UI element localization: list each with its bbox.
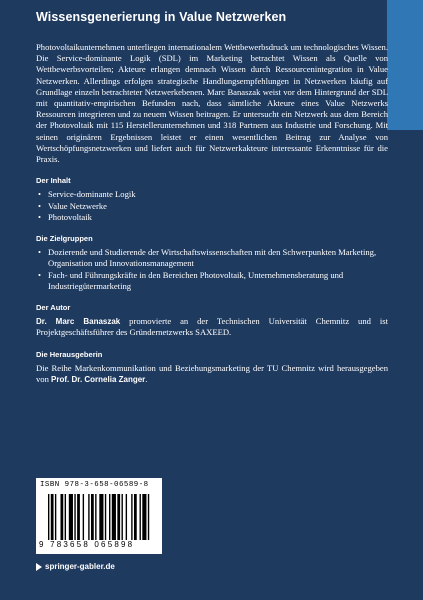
list-item: • Service-dominante Logik (36, 189, 388, 200)
list-item: • Fach- und Führungskräfte in den Bereichen Photovoltaik, Unternehmensberatung und Industriegütermarketing (36, 270, 388, 292)
autor-text: promovierte an der Technischen Universität Chemnitz und ist Projektgeschäftsführer des Gründernetzwerks SAXEED. (36, 316, 388, 338)
zielgruppen-list (36, 247, 388, 292)
herausgeberin-name: Prof. Dr. Cornelia Zanger (51, 375, 146, 385)
accent-bar (387, 0, 423, 130)
intro-paragraph: Photovoltaikunternehmen unterliegen internationalem Wettbewerbsdruck um technologisches Wissen. Die Service-dominante Logik (SDL) im Marketing betrachtet Wissen als Quelle von Wettbewerbsvorteilen; Akteure erlangen demnach Wissen durch Ressourcenintegration in Value Netzwerken. Allerdings erfolgen strategische Handlungsempfehlungen in Netzwerken häufig auf Grundlage einzeln betrachteter Netzwerkebenen. Marc Banaszak weist vor dem Hintergrund der SDL mit quantitativ-empirischen Befunden nach, dass sämtliche Akteure eines Value Netzwerks Ressourcen integrieren und zu neuem Wissen beitragen. Er untersucht ein Netzwerk aus dem Bereich der Photovoltaik mit 115 Herstellerunternehmen und 318 Partnern aus Industrie und Forschung. Mit seinen originären Ergebnissen leistet er einen wesentlichen Beitrag zur Analyse von Wertschöpfungsnetzwerken und liefert auch für Netzwerkakteure interessante Erkenntnisse für die Praxis. (36, 42, 388, 165)
barcode (36, 478, 162, 554)
list-item: • Value Netzwerke (36, 201, 388, 212)
inhalt-heading: Der Inhalt (36, 176, 71, 186)
barcode-bars (48, 494, 152, 540)
list-item: • Dozierende und Studierende der Wirtschaftswissenschaften mit den Schwerpunkten Marketing, Organisation und Innovationsmanagement (36, 247, 388, 269)
herausgeberin-paragraph (36, 363, 388, 385)
arrow-right-icon (36, 563, 42, 571)
isbn-digits: 9 783658 065898 (39, 540, 135, 549)
herausgeberin-heading: Die Herausgeberin (36, 349, 103, 359)
isbn-label: ISBN 978-3-658-06589-8 (40, 481, 149, 489)
list-item: • Photovoltaik (36, 212, 388, 223)
autor-heading: Der Autor (36, 303, 71, 313)
content (36, 42, 388, 385)
inhalt-list (36, 189, 388, 223)
autor-name: Dr. Marc Banaszak (36, 317, 121, 327)
publisher-link[interactable] (36, 562, 115, 571)
herausgeberin-text: Die Reihe Markenkommunikation und Beziehungsmarketing der TU Chemnitz wird herausgegeben von (36, 362, 388, 385)
publisher-url: springer-gabler.de (45, 562, 115, 571)
zielgruppen-heading: Die Zielgruppen (36, 234, 93, 244)
book-title: Wissensgenerierung in Value Netzwerken (36, 10, 287, 24)
herausgeberin-end: . (145, 374, 148, 385)
autor-paragraph (36, 316, 388, 338)
